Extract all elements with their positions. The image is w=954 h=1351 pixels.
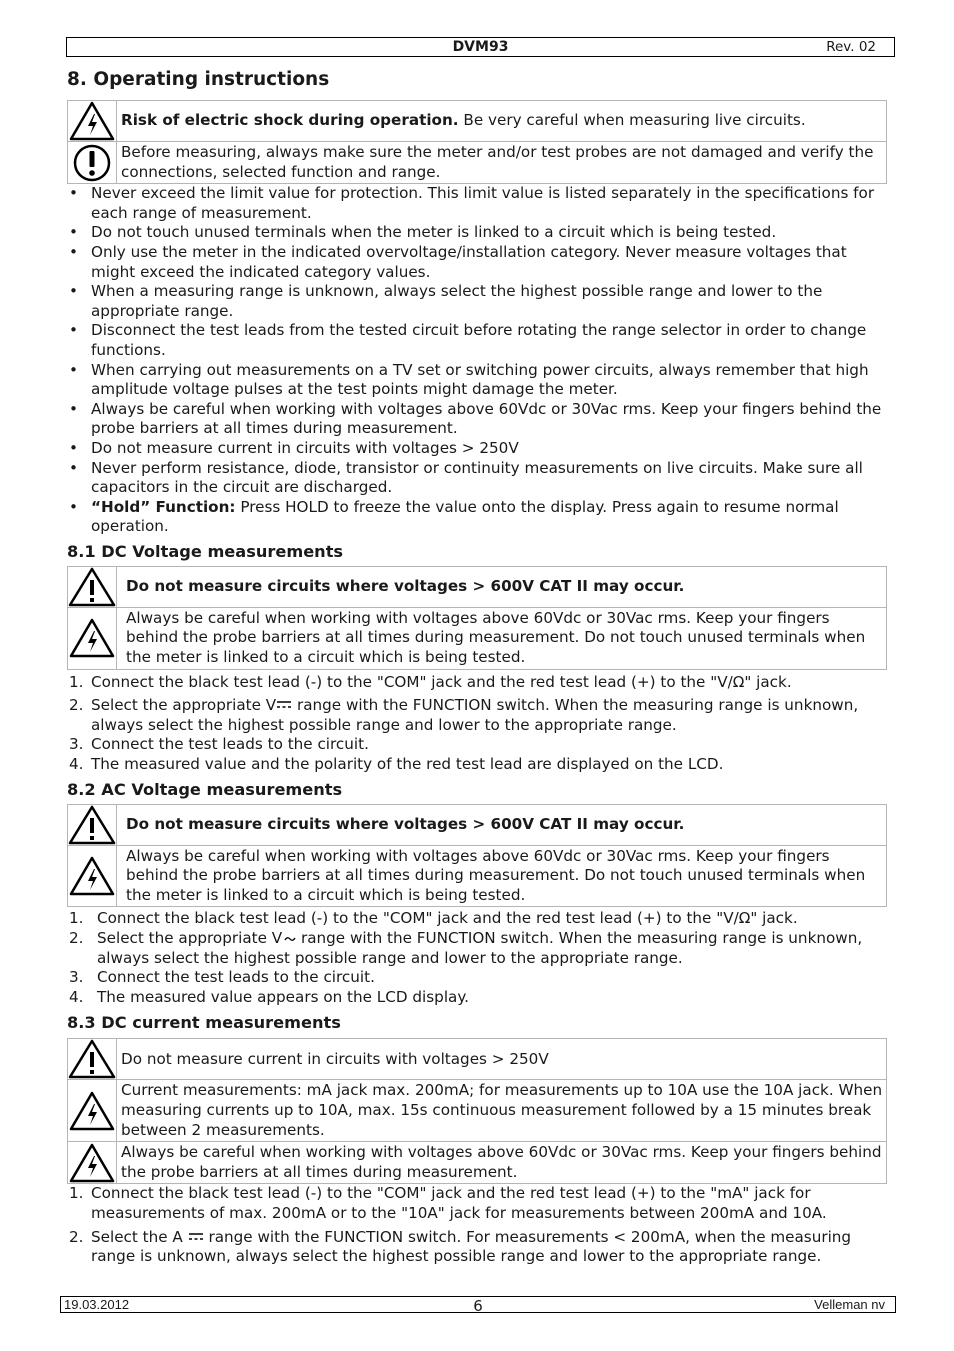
list-item-hold: • “Hold” Function: Press HOLD to freeze the value onto the display. Press again to resume normal operation. [67, 498, 889, 537]
warning-voltage-text: Always be careful when working with voltages above 60Vdc or 30Vac rms. Keep your fingers behind the probe barriers at all times during measurement. Do not touch unused terminals when the meter is linked to a circuit which is being tested. [117, 845, 887, 907]
list-item: 2. Select the appropriate V range with the FUNCTION switch. When the measuring range is unknown, always select the highest possible range and lower to the appropriate range. [69, 696, 859, 734]
dc-current-steps [67, 1184, 889, 1266]
warning-cat-text: Do not measure circuits where voltages > 600V CAT II may occur. [117, 804, 887, 845]
footer-date: 19.03.2012 [64, 1297, 130, 1312]
electric-shock-warning-icon [68, 101, 117, 142]
list-item: • Never exceed the limit value for protection. This limit value is listed separately in the specifications for each range of measurement. [67, 184, 889, 223]
electric-shock-warning-icon [68, 845, 117, 907]
list-item: • Disconnect the test leads from the tested circuit before rotating the range selector in order to change functions. [67, 321, 889, 360]
section-8-2-warning-table [67, 804, 887, 908]
attention-circle-icon [68, 142, 117, 184]
warning-shock-text: Risk of electric shock during operation. Be very careful when measuring live circuits. [117, 101, 887, 142]
section-8-title: 8. Operating instructions [67, 69, 330, 90]
electric-shock-warning-icon [68, 1080, 117, 1142]
list-item: 3. Connect the test leads to the circuit. [69, 735, 369, 754]
warning-check-text: Before measuring, always make sure the meter and/or test probes are not damaged and verify the connections, selected function and range. [117, 142, 887, 184]
list-item: • Never perform resistance, diode, transistor or continuity measurements on live circuits. Make sure all capacitors in the circuit are discharged. [67, 459, 889, 498]
warning-voltage-text: Always be careful when working with voltages above 60Vdc or 30Vac rms. Keep your fingers behind the probe barriers at all times during measurement. Do not touch unused terminals when the meter is linked to a circuit which is being tested. [117, 607, 887, 669]
warning-ma-jack-text: Current measurements: mA jack max. 200mA; for measurements up to 10A use the 10A jack. When measuring currents up to 10A, max. 15s continuous measurement followed by a 15 minutes break between 2 measurements. [117, 1080, 887, 1142]
list-item: 2. Select the appropriate V range with the FUNCTION switch. When the measuring range is unknown, always select the highest possible range and lower to the appropriate range. [69, 929, 863, 967]
electric-shock-warning-icon [68, 607, 117, 669]
section-8-warning-table [67, 100, 887, 184]
list-item: 1. Connect the black test lead (-) to the "COM" jack and the red test lead (+) to the "V/Ω" jack. [69, 909, 798, 928]
dc-symbol-icon [276, 699, 292, 711]
ac-symbol-icon [284, 934, 296, 944]
warning-current-text: Do not measure current in circuits with voltages > 250V [117, 1039, 887, 1080]
header-model: DVM93 [452, 39, 509, 55]
list-item: 4. The measured value and the polarity of the red test lead are displayed on the LCD. [69, 755, 724, 774]
electric-shock-warning-icon [68, 1142, 117, 1184]
section-8-1-warning-table [67, 566, 887, 670]
list-item: • Do not measure current in circuits with voltages > 250V [67, 439, 889, 459]
page-number: 6 [473, 1297, 483, 1315]
caution-exclamation-icon [68, 1039, 117, 1080]
warning-cat-text: Do not measure circuits where voltages > 600V CAT II may occur. [117, 566, 887, 607]
list-item: • Do not touch unused terminals when the meter is linked to a circuit which is being tested. [67, 223, 889, 243]
caution-exclamation-icon [68, 566, 117, 607]
footer-company: Velleman nv [814, 1297, 885, 1312]
list-item: • When a measuring range is unknown, always select the highest possible range and lower to the appropriate range. [67, 282, 889, 321]
section-8-1-title: 8.1 DC Voltage measurements [67, 541, 344, 561]
list-item: 3. Connect the test leads to the circuit. [69, 968, 375, 987]
dc-voltage-steps [67, 673, 889, 775]
page-footer [60, 1296, 896, 1313]
page-header [66, 37, 895, 57]
page-content [67, 68, 889, 1267]
caution-exclamation-icon [68, 804, 117, 845]
list-item: 1. Connect the black test lead (-) to the "COM" jack and the red test lead (+) to the "mA" jack for measurements of max. 200mA or to the "10A" jack for measurements between 200mA and 10A. [69, 1184, 827, 1222]
list-item: 4. The measured value appears on the LCD display. [69, 987, 469, 1006]
header-revision: Rev. 02 [826, 39, 876, 55]
section-8-2-title: 8.2 AC Voltage measurements [67, 779, 343, 799]
warning-voltage-text: Always be careful when working with voltages above 60Vdc or 30Vac rms. Keep your fingers behind the probe barriers at all times during measurement. [117, 1142, 887, 1184]
dc-symbol-icon [188, 1231, 204, 1243]
list-item: 1. Connect the black test lead (-) to the "COM" jack and the red test lead (+) to the "V/Ω" jack. [69, 672, 792, 691]
section-8-3-warning-table [67, 1038, 887, 1184]
precautions-list [67, 184, 889, 537]
list-item: 2. Select the A range with the FUNCTION switch. For measurements < 200mA, when the measuring range is unknown, always select the highest possible range and lower to the appropriate range. [69, 1227, 852, 1266]
list-item: • When carrying out measurements on a TV set or switching power circuits, always remember that high amplitude voltage pulses at the test points might damage the meter. [67, 361, 889, 400]
list-item: • Only use the meter in the indicated overvoltage/installation category. Never measure voltages that might exceed the indicated category values. [67, 243, 889, 282]
section-8-3-title: 8.3 DC current measurements [67, 1013, 341, 1033]
ac-voltage-steps [67, 909, 889, 1007]
list-item: • Always be careful when working with voltages above 60Vdc or 30Vac rms. Keep your fingers behind the probe barriers at all times during measurement. [67, 400, 889, 439]
